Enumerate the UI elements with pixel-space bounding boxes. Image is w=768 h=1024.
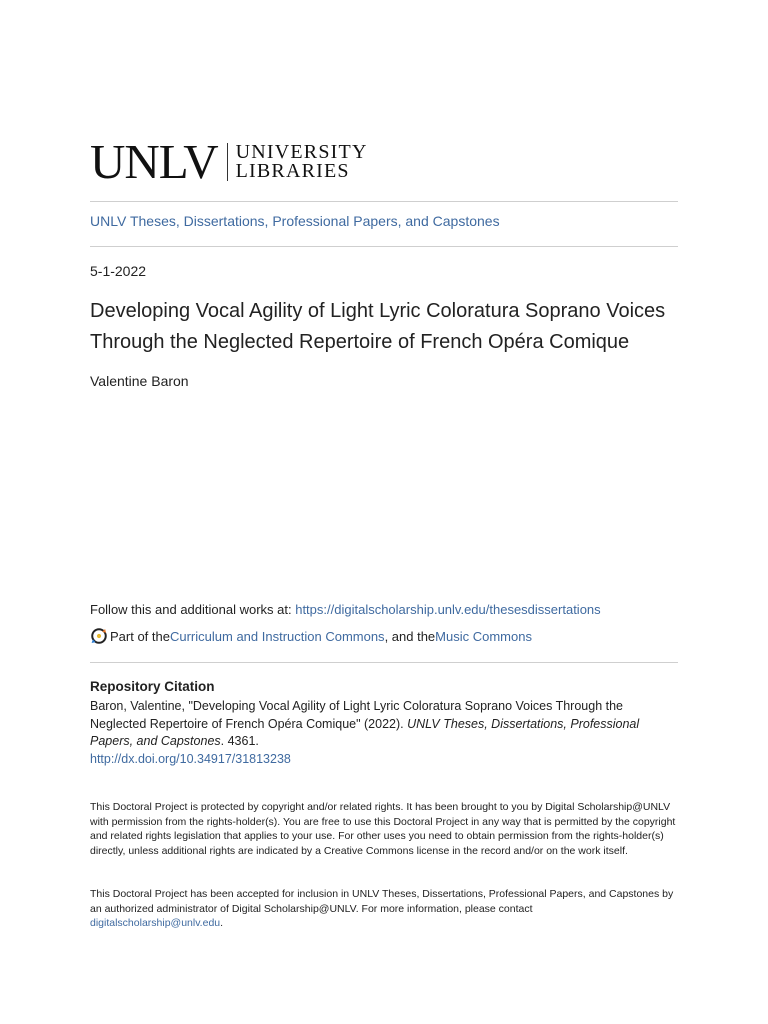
follow-url-link[interactable]: https://digitalscholarship.unlv.edu/thesesdissertations: [295, 602, 601, 617]
unlv-libraries-logo: [90, 134, 368, 189]
acceptance-statement: [90, 887, 680, 931]
part-of-middle: , and the: [384, 628, 436, 644]
document-title: Developing Vocal Agility of Light Lyric Coloratura Soprano Voices Through the Neglected Repertoire of French Opéra Comique: [90, 300, 666, 353]
acceptance-end: .: [220, 917, 224, 929]
citation-text: Baron, Valentine, "Developing Vocal Agility of Light Lyric Coloratura Soprano Voices Through the Neglected Repertoire of French Opéra Comique" (2022).: [90, 699, 624, 731]
follow-prefix: Follow this and additional works at:: [90, 602, 296, 617]
logo-mark: UNLV: [90, 134, 218, 189]
rights-statement: This Doctoral Project is protected by copyright and/or related rights. It has been brought to you by Digital Scholarship@UNLV with permission from the rights-holder(s). You are free to use this Doctoral Project in any way that is permitted by the copyright and related rights legislation that applies to your use. For other uses you need to obtain permission from the rights-holder(s) directly, unless additional rights are indicated by a Creative Commons license in the record and/or on the work itself.: [90, 801, 676, 857]
music-commons-link[interactable]: Music Commons: [435, 628, 532, 644]
citation-number: . 4361.: [220, 734, 259, 748]
logo-line-university: UNIVERSITY: [235, 141, 368, 163]
curriculum-commons-link[interactable]: Curriculum and Instruction Commons: [169, 628, 385, 644]
logo-divider: [227, 143, 228, 181]
creative-commons-icon: [90, 627, 108, 645]
part-of-prefix: Part of the: [110, 628, 170, 644]
logo-line-libraries: LIBRARIES: [235, 160, 350, 182]
divider-above-citation: [90, 662, 678, 663]
acceptance-text: This Doctoral Project has been accepted for inclusion in UNLV Theses, Dissertations, Professional Papers, and Capstones by an authorized administrator of Digital Scholarship@UNLV. For more information, please contact: [90, 888, 674, 915]
author-name: Valentine Baron: [90, 373, 189, 389]
part-of-line: [90, 627, 532, 645]
divider-below-series: [90, 246, 678, 247]
series-link[interactable]: UNLV Theses, Dissertations, Professional Papers, and Capstones: [90, 213, 500, 229]
logo-wordmark: [236, 143, 368, 181]
citation-heading: Repository Citation: [90, 679, 215, 694]
publication-date: 5-1-2022: [90, 263, 147, 279]
repository-citation: [90, 698, 680, 768]
doi-link[interactable]: http://dx.doi.org/10.34917/31813238: [90, 751, 291, 766]
citation-series: UNLV Theses, Dissertations, Professional Papers, and Capstones: [90, 716, 640, 748]
contact-email-link[interactable]: digitalscholarship@unlv.edu: [90, 917, 221, 929]
follow-line: [90, 602, 601, 617]
divider-top: [90, 201, 678, 202]
